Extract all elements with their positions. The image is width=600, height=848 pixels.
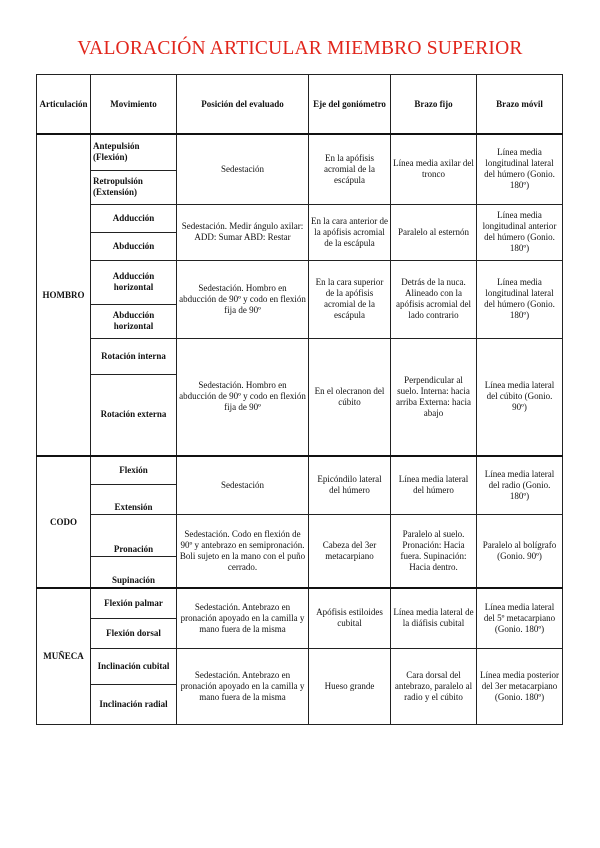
header-eje: Eje del goniómetro [309,75,391,135]
table-row [37,204,563,232]
movement-cell: Pronación [91,514,177,556]
movement-cell: Extensión [91,484,177,514]
movement-cell: Adducción horizontal [91,260,177,304]
fixed-arm-cell: Línea media axilar del tronco [391,134,477,204]
header-posicion: Posición del evaluado [177,75,309,135]
fixed-arm-cell: Cara dorsal del antebrazo, paralelo al radio y el cúbito [391,648,477,724]
position-cell: Sedestación. Hombro en abducción de 90º y codo en flexión fija de 90º [177,338,309,456]
header-brazo-fijo: Brazo fijo [391,75,477,135]
position-cell: Sedestación [177,134,309,204]
page-title: VALORACIÓN ARTICULAR MIEMBRO SUPERIOR [77,38,523,59]
goniometry-table [36,74,563,725]
position-cell: Sedestación. Antebrazo en pronación apoyado en la camilla y mano fuera de la misma [177,588,309,648]
axis-cell: En el olecranon del cúbito [309,338,391,456]
fixed-arm-cell: Línea media lateral del húmero [391,456,477,514]
axis-cell: Hueso grande [309,648,391,724]
fixed-arm-cell: Perpendicular al suelo. Interna: hacia arriba Externa: hacia abajo [391,338,477,456]
axis-cell: Apófisis estiloides cubital [309,588,391,648]
position-cell: Sedestación [177,456,309,514]
table-row [37,338,563,374]
movement-cell: Inclinación radial [91,684,177,724]
header-movimiento: Movimiento [91,75,177,135]
header-row [37,75,563,135]
position-cell: Sedestación. Hombro en abducción de 90º y codo en flexión fija de 90º [177,260,309,338]
position-cell: Sedestación. Medir ángulo axilar: ADD: Sumar ABD: Restar [177,204,309,260]
table-row [37,456,563,484]
fixed-arm-cell: Detrás de la nuca. Alineado con la apófisis acromial del lado contrario [391,260,477,338]
joint-codo: CODO [37,456,91,588]
position-cell: Sedestación. Codo en flexión de 90º y antebrazo en semipronación. Boli sujeto en la mano con el puño cerrado. [177,514,309,588]
table-row [37,648,563,684]
axis-cell: Epicóndilo lateral del húmero [309,456,391,514]
header-articulacion: Articulación [37,75,91,135]
header-brazo-movil: Brazo móvil [477,75,563,135]
movement-cell: Rotación externa [91,374,177,456]
mobile-arm-cell: Línea media lateral del radio (Gonio. 180º) [477,456,563,514]
mobile-arm-cell: Línea media posterior del 3er metacarpiano (Gonio. 180º) [477,648,563,724]
position-cell: Sedestación. Antebrazo en pronación apoyado en la camilla y mano fuera de la misma [177,648,309,724]
movement-cell: Flexión dorsal [91,618,177,648]
table-row [37,514,563,556]
mobile-arm-cell: Línea media longitudinal lateral del húmero (Gonio. 180º) [477,260,563,338]
movement-cell: Flexión palmar [91,588,177,618]
movement-cell: Retropulsión (Extensión) [91,170,177,204]
fixed-arm-cell: Paralelo al esternón [391,204,477,260]
table-row [37,588,563,618]
fixed-arm-cell: Línea media lateral de la diáfisis cubital [391,588,477,648]
mobile-arm-cell: Línea media longitudinal anterior del húmero (Gonio. 180º) [477,204,563,260]
movement-cell: Rotación interna [91,338,177,374]
movement-cell: Supinación [91,556,177,588]
movement-cell: Antepulsión (Flexión) [91,134,177,170]
movement-cell: Abducción [91,232,177,260]
fixed-arm-cell: Paralelo al suelo. Pronación: Hacia fuera. Supinación: Hacia dentro. [391,514,477,588]
mobile-arm-cell: Línea media lateral del 5º metacarpiano (Gonio. 180º) [477,588,563,648]
axis-cell: En la cara anterior de la apófisis acromial de la escápula [309,204,391,260]
axis-cell: Cabeza del 3er metacarpiano [309,514,391,588]
axis-cell: En la apófisis acromial de la escápula [309,134,391,204]
joint-muneca: MUÑECA [37,588,91,724]
movement-cell: Flexión [91,456,177,484]
movement-cell: Inclinación cubital [91,648,177,684]
mobile-arm-cell: Línea media lateral del cúbito (Gonio. 90º) [477,338,563,456]
movement-cell: Adducción [91,204,177,232]
mobile-arm-cell: Línea media longitudinal lateral del húmero (Gonio. 180º) [477,134,563,204]
table-row [37,260,563,304]
axis-cell: En la cara superior de la apófisis acromial de la escápula [309,260,391,338]
movement-cell: Abducción horizontal [91,304,177,338]
mobile-arm-cell: Paralelo al bolígrafo (Gonio. 90º) [477,514,563,588]
joint-hombro: HOMBRO [37,134,91,456]
table-row [37,134,563,170]
